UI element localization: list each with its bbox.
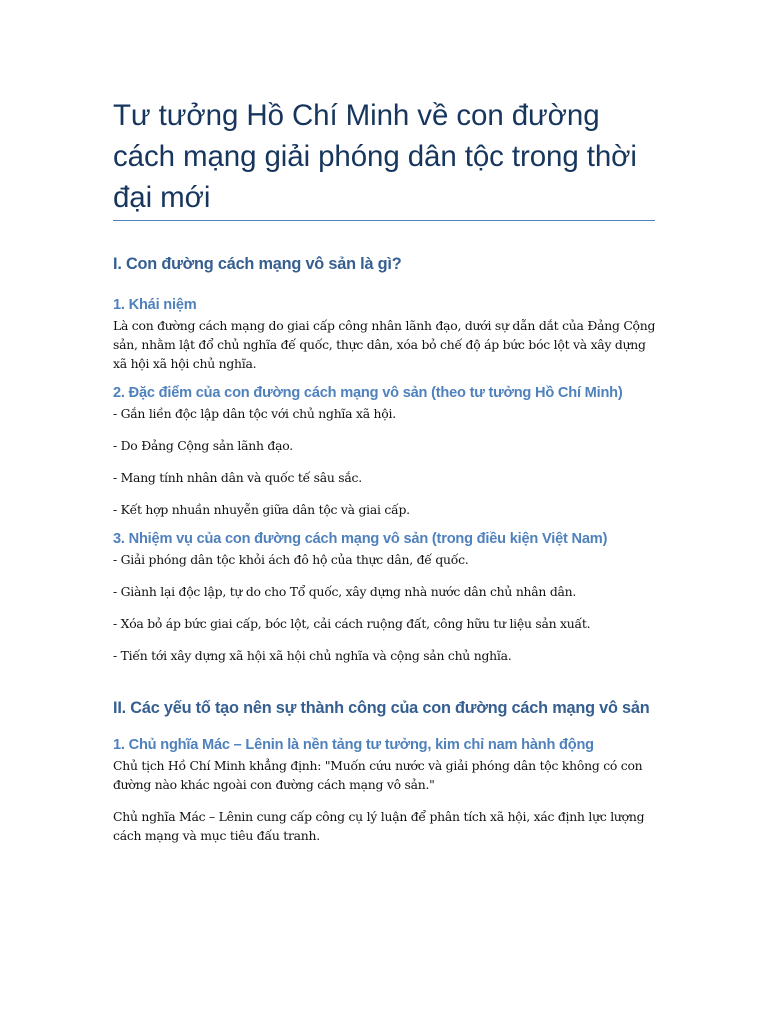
section-heading: I. Con đường cách mạng vô sản là gì? bbox=[113, 255, 402, 273]
list-item: - Do Đảng Cộng sản lãnh đạo. bbox=[113, 438, 293, 453]
list-item: - Giành lại độc lập, tự do cho Tổ quốc, xây dựng nhà nước dân chủ nhân dân. bbox=[113, 584, 577, 599]
list-item: - Tiến tới xây dựng xã hội xã hội chủ nghĩa và cộng sản chủ nghĩa. bbox=[113, 648, 512, 663]
paragraph: Chủ tịch Hồ Chí Minh khẳng định: "Muốn cứu nước và giải phóng dân tộc không có con đường nào khác ngoài con đường cách mạng vô sản." bbox=[113, 758, 643, 792]
paragraph: Chủ nghĩa Mác – Lênin cung cấp công cụ lý luận để phân tích xã hội, xác định lực lượng cách mạng và mục tiêu đấu tranh. bbox=[113, 809, 645, 843]
list-item: - Kết hợp nhuần nhuyễn giữa dân tộc và giai cấp. bbox=[113, 502, 410, 517]
list-item: - Gắn liền độc lập dân tộc với chủ nghĩa xã hội. bbox=[113, 406, 396, 421]
document-title: Tư tưởng Hồ Chí Minh về con đường cách mạng giải phóng dân tộc trong thời đại mới bbox=[113, 99, 637, 214]
subsection-heading: 2. Đặc điểm của con đường cách mạng vô sản (theo tư tưởng Hồ Chí Minh) bbox=[113, 385, 623, 401]
section-1 bbox=[113, 252, 658, 665]
list-item: - Mang tính nhân dân và quốc tế sâu sắc. bbox=[113, 470, 362, 485]
paragraph: Là con đường cách mạng do giai cấp công nhân lãnh đạo, dưới sự dẫn dắt của Đảng Cộng sản, nhằm lật đổ chủ nghĩa đế quốc, thực dân, xóa bỏ chế độ áp bức bóc lột và xây dựng xã hội xã hội chủ nghĩa. bbox=[113, 318, 656, 371]
subsection-heading: 1. Khái niệm bbox=[113, 297, 197, 313]
subsection-heading: 3. Nhiệm vụ của con đường cách mạng vô sản (trong điều kiện Việt Nam) bbox=[113, 531, 608, 547]
section-heading: II. Các yếu tố tạo nên sự thành công của con đường cách mạng vô sản bbox=[113, 699, 650, 717]
subsection-heading: 1. Chủ nghĩa Mác – Lênin là nền tảng tư tưởng, kim chỉ nam hành động bbox=[113, 737, 594, 753]
section-2 bbox=[113, 696, 658, 845]
title-underline-rule bbox=[113, 220, 655, 221]
list-item: - Xóa bỏ áp bức giai cấp, bóc lột, cải cách ruộng đất, công hữu tư liệu sản xuất. bbox=[113, 616, 591, 631]
document-body bbox=[113, 252, 658, 845]
list-item: - Giải phóng dân tộc khỏi ách đô hộ của thực dân, đế quốc. bbox=[113, 552, 469, 567]
